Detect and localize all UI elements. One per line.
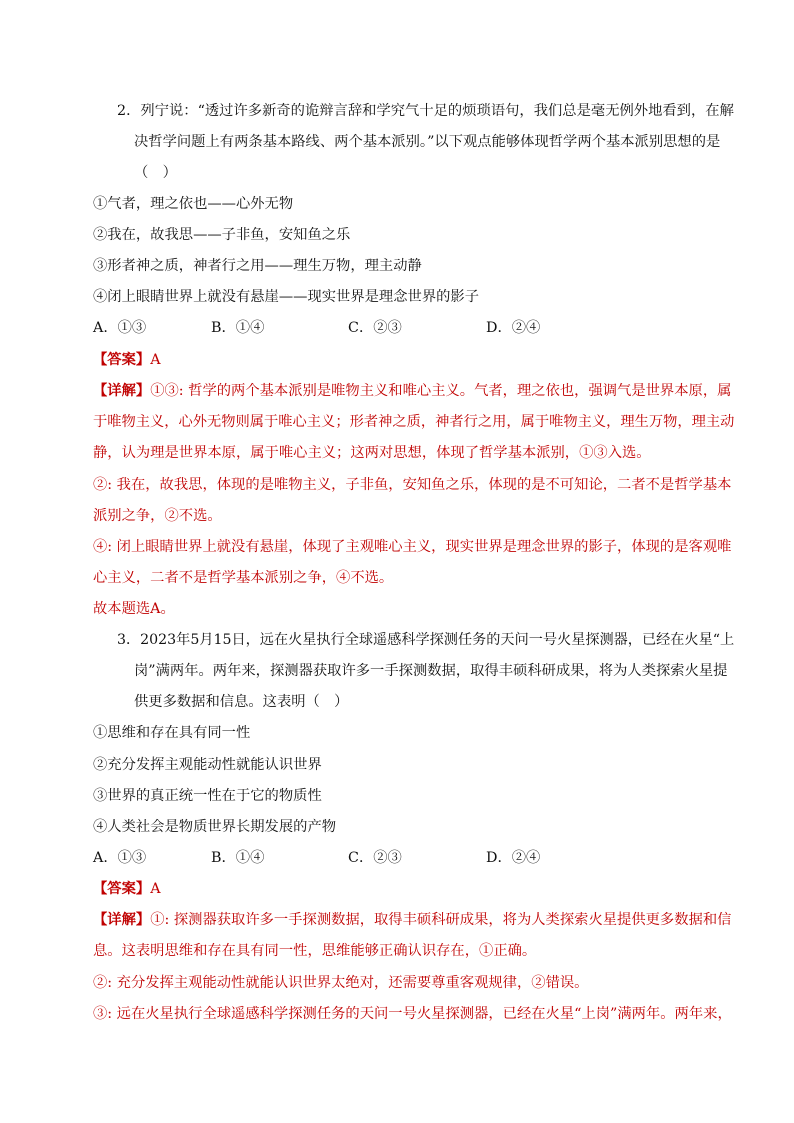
q3-item-3: ③世界的真正统一性在于它的物质性 — [93, 788, 322, 804]
q2-item-1: ①气者，理之依也——心外无物 — [93, 196, 294, 212]
q3-p2-end-suffix: 错误。 — [545, 975, 589, 991]
q2-p2-line-1 — [93, 475, 731, 495]
q2-option-a: A．①③ — [93, 320, 147, 336]
q3-stem-line-3: 供更多数据和信息。这表明（ ） — [134, 694, 349, 710]
q2-detail-text-1: : 哲学的两个基本派别是唯物主义和唯心主义。气者，理之依也，强调气是世界本原，属 — [178, 383, 732, 399]
q2-p4-text-2: 心主义，二者不是哲学基本派别之争， — [93, 570, 337, 586]
q3-option-c: C．②③ — [348, 850, 402, 866]
q2-p2-text-1: : 我在，故我思，体现的是唯物主义，子非鱼，安知鱼之乐，体现的是不可知论，二者不是哲学基本 — [107, 477, 732, 493]
q2-detail-line-2: 于唯物主义，心外无物则属于唯心主义；形者神之质，神者行之用，属于唯物主义，理生万物，理主动 — [93, 414, 735, 430]
q2-p2-marker: ② — [93, 477, 108, 493]
q2-p4-end-marker: ④ — [336, 570, 351, 586]
q3-option-d: D．②④ — [486, 850, 541, 866]
q2-final: 故本题选A。 — [93, 601, 175, 617]
q3-p3-marker: ③ — [93, 1006, 108, 1022]
q2-option-b: B．①④ — [211, 320, 265, 336]
q3-answer — [93, 879, 161, 899]
q3-item-2: ②充分发挥主观能动性就能认识世界 — [93, 757, 322, 773]
q3-detail-line-2 — [93, 941, 536, 961]
q2-p2-end-marker: ② — [164, 508, 179, 524]
q2-item-2: ②我在，故我思——子非鱼，安知鱼之乐 — [93, 227, 351, 243]
q3-item-1: ①思维和存在具有同一性 — [93, 725, 251, 741]
q3-option-b: B．①④ — [211, 850, 265, 866]
q2-p4-marker: ④ — [93, 539, 108, 555]
q2-detail-marker: ①③ — [150, 383, 179, 399]
q2-p2-text-2: 派别之争， — [93, 508, 165, 524]
q3-detail-conclusion-suffix: 正确。 — [493, 943, 537, 959]
q3-stem-line-2: 岗”满两年。两年来，探测器获取许多一手探测数据，取得丰硕科研成果，将为人类探索火星提 — [134, 663, 728, 679]
q3-answer-label: 【答案】 — [93, 881, 151, 897]
q3-answer-value: A — [150, 881, 161, 897]
q3-stem-line-1: 3．2023年5月15日，远在火星执行全球遥感科学探测任务的天问一号火星探测器，已经在火星“上 — [117, 632, 735, 648]
q2-p4-text-1: : 闭上眼睛世界上就没有悬崖，体现了主观唯心主义，现实世界是理念世界的影子，体现的是客观唯 — [107, 539, 732, 555]
q2-detail-label: 【详解】 — [93, 383, 151, 399]
q2-stem-line-2: 决哲学问题上有两条基本路线、两个基本派别。”以下观点能够体现哲学两个基本派别思想的是 — [134, 134, 721, 150]
q3-detail-marker: ① — [150, 912, 165, 928]
q2-item-3: ③形者神之质，神者行之用——理生万物，理主动静 — [93, 258, 422, 274]
q3-p2-line — [93, 973, 588, 993]
q3-detail-conclusion-marker: ① — [479, 943, 494, 959]
q3-detail-text-1: : 探测器获取许多一手探测数据，取得丰硕科研成果，将为人类探索火星提供更多数据和信 — [164, 912, 732, 928]
q3-option-a: A．①③ — [93, 850, 147, 866]
q3-detail-text-2: 息。这表明思维和存在具有同一性，思维能够正确认识存在， — [93, 943, 480, 959]
q2-option-d: D．②④ — [486, 320, 541, 336]
q2-stem-line-1: 2．列宁说：“透过许多新奇的诡辩言辞和学究气十足的烦琐语句，我们总是毫无例外地看到，在解 — [117, 103, 734, 119]
q2-answer-label: 【答案】 — [93, 352, 151, 368]
q3-detail-line-1 — [93, 910, 731, 930]
q2-detail-conclusion-marker: ①③ — [579, 445, 608, 461]
q2-p4-end-suffix: 不选。 — [350, 570, 394, 586]
q2-detail-text-3: 静，认为理是世界本原，属于唯心主义；这两对思想，体现了哲学基本派别， — [93, 445, 580, 461]
q2-answer — [93, 350, 161, 370]
q3-p2-text: : 充分发挥主观能动性就能认识世界太绝对，还需要尊重客观规律， — [107, 975, 532, 991]
q3-p3-line — [93, 1004, 732, 1024]
q3-p2-end-marker: ② — [531, 975, 546, 991]
q2-stem-line-3: （ ） — [134, 165, 177, 181]
q2-answer-value: A — [150, 352, 161, 368]
q2-option-c: C．②③ — [348, 320, 402, 336]
q2-p2-line-2 — [93, 506, 222, 526]
q2-detail-line-3 — [93, 443, 651, 463]
q3-detail-label: 【详解】 — [93, 912, 151, 928]
q2-item-4: ④闭上眼睛世界上就没有悬崖——现实世界是理念世界的影子 — [93, 289, 480, 305]
q2-detail-conclusion-suffix: 入选。 — [607, 445, 651, 461]
q3-item-4: ④人类社会是物质世界长期发展的产物 — [93, 819, 337, 835]
q2-p2-end-suffix: 不选。 — [178, 508, 222, 524]
q2-detail-line-1 — [93, 381, 731, 401]
q2-p4-line-2 — [93, 568, 393, 588]
q3-p2-marker: ② — [93, 975, 108, 991]
q2-p4-line-1 — [93, 537, 731, 557]
q3-p3-text: : 远在火星执行全球遥感科学探测任务的天问一号火星探测器，已经在火星“上岗”满两年。两年来， — [107, 1006, 732, 1022]
